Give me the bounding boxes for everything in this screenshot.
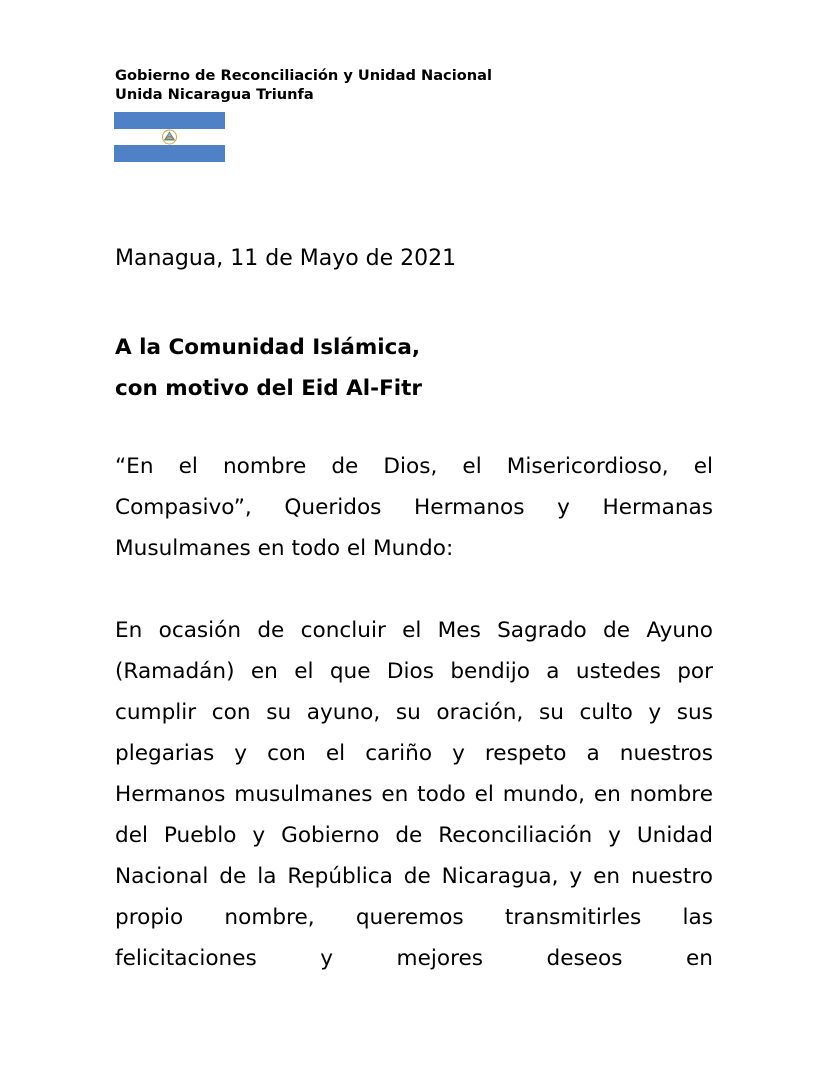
opening-paragraph: “En el nombre de Dios, el Misericordioso, el Compasivo”, Queridos Hermanos y Hermanas Musulmanes en todo el Mundo:: [115, 454, 713, 561]
letter-salutation: [115, 327, 422, 409]
body-paragraph: En ocasión de concluir el Mes Sagrado de Ayuno (Ramadán) en el que Dios bendijo a ustedes por cumplir con su ayuno, su oración, su culto y sus plegarias y con el cariño y respeto a nuestros Hermanos musulmanes en todo el mundo, en nombre del Pueblo y Gobierno de Reconciliación y Unidad Nacional de la República de Nicaragua, y en nuestro propio nombre, queremos transmitirles las felicitaciones y mejores deseos en: [115, 618, 713, 971]
letter-date: Managua, 11 de Mayo de 2021: [115, 246, 457, 271]
letterhead: [115, 66, 492, 104]
salutation-occasion: con motivo del Eid Al-Fitr: [115, 376, 423, 401]
letterhead-slogan: Unida Nicaragua Triunfa: [115, 86, 314, 103]
letterhead-government-name: Gobierno de Reconciliación y Unidad Nacional: [115, 67, 492, 84]
nicaragua-flag-icon: [114, 112, 225, 162]
coat-of-arms-icon: [163, 130, 177, 144]
salutation-recipient: A la Comunidad Islámica,: [115, 335, 421, 360]
